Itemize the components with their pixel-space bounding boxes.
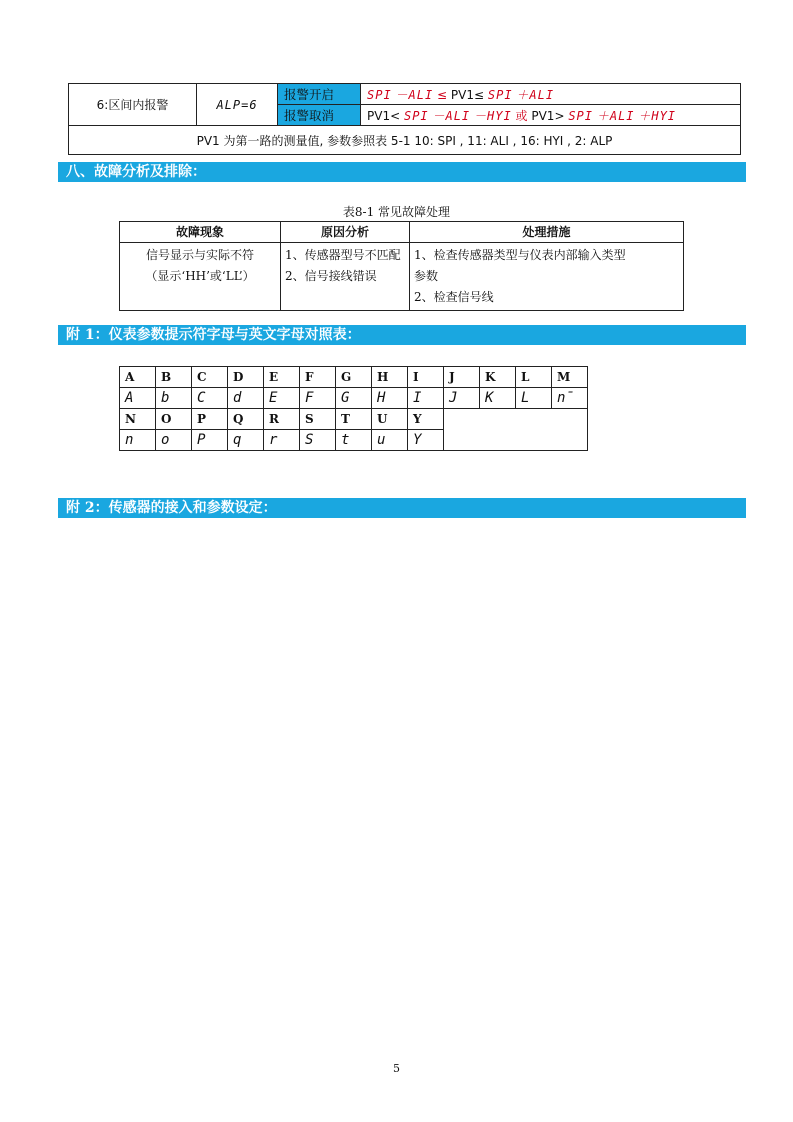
fault-header-cause: 原因分析 [281, 222, 410, 243]
letter-en: S [300, 409, 336, 430]
letter-seg: G [336, 388, 372, 409]
letter-en: K [480, 367, 516, 388]
letter-en: U [372, 409, 408, 430]
letter-seg: F [300, 388, 336, 409]
letter-en: F [300, 367, 336, 388]
letter-en: D [228, 367, 264, 388]
letter-table-empty [444, 409, 588, 451]
letter-row-en-1 [120, 367, 588, 388]
fault-table-caption: 表8-1 常见故障处理 [342, 205, 451, 219]
letter-en: M [552, 367, 588, 388]
letter-en: C [192, 367, 228, 388]
alarm-note: PV1 为第一路的测量值, 参数参照表 5-1 10: SPI , 11: ALI , 16: HYI , 2: ALP [69, 126, 741, 155]
letter-seg: b [156, 388, 192, 409]
alarm-on-label: 报警开启 [278, 84, 361, 105]
letter-en: O [156, 409, 192, 430]
letter-en: I [408, 367, 444, 388]
letter-seg: t [336, 430, 372, 451]
letter-seg: P [192, 430, 228, 451]
section-header-appendix2: 附 2：传感器的接入和参数设定： [58, 498, 746, 518]
letter-seg: J [444, 388, 480, 409]
letter-seg: K [480, 388, 516, 409]
section-header-appendix1: 附 1：仪表参数提示符字母与英文字母对照表： [58, 325, 746, 345]
letter-seg: E [264, 388, 300, 409]
fault-header-action: 处理措施 [410, 222, 684, 243]
letter-en: J [444, 367, 480, 388]
letter-row-en-2 [120, 409, 588, 430]
letter-en: Y [408, 409, 444, 430]
letter-seg: S [300, 430, 336, 451]
letter-seg: A [120, 388, 156, 409]
letter-mapping-table [119, 366, 588, 451]
letter-seg: C [192, 388, 228, 409]
letter-seg: u [372, 430, 408, 451]
letter-en: B [156, 367, 192, 388]
letter-row-seg-1 [120, 388, 588, 409]
letter-seg: n [120, 430, 156, 451]
alarm-mode-table [68, 83, 741, 155]
alarm-mode-label: 6:区间内报警 [69, 84, 197, 126]
fault-action-cell: 1、检查传感器类型与仪表内部输入类型 参数 2、检查信号线 [410, 243, 684, 311]
fault-table [119, 221, 684, 311]
letter-en: E [264, 367, 300, 388]
fault-symptom-cell: 信号显示与实际不符 （显示‘HH’或‘LL’） [120, 243, 281, 311]
fault-cause-cell: 1、传感器型号不匹配 2、信号接线错误 [281, 243, 410, 311]
letter-seg: I [408, 388, 444, 409]
letter-en: A [120, 367, 156, 388]
table-row [120, 243, 684, 311]
letter-seg: r [264, 430, 300, 451]
letter-en: G [336, 367, 372, 388]
letter-en: R [264, 409, 300, 430]
page-number: 5 [393, 1062, 400, 1075]
letter-seg: H [372, 388, 408, 409]
letter-seg: d [228, 388, 264, 409]
letter-en: Q [228, 409, 264, 430]
section-header-fault: 八、故障分析及排除： [58, 162, 746, 182]
letter-en: H [372, 367, 408, 388]
letter-seg: n̄ [552, 388, 588, 409]
letter-en: T [336, 409, 372, 430]
letter-en: N [120, 409, 156, 430]
letter-seg: q [228, 430, 264, 451]
alarm-on-expression: SPI －ALI ≤ PV1≤ SPI ＋ALI [361, 84, 741, 105]
fault-header-symptom: 故障现象 [120, 222, 281, 243]
letter-en: L [516, 367, 552, 388]
letter-seg: o [156, 430, 192, 451]
alarm-off-expression: PV1< SPI －ALI －HYI 或 PV1> SPI ＋ALI ＋HYI [361, 105, 741, 126]
alarm-off-label: 报警取消 [278, 105, 361, 126]
alp-value: ALP=6 [197, 84, 278, 126]
letter-en: P [192, 409, 228, 430]
letter-seg: L [516, 388, 552, 409]
letter-seg: Y [408, 430, 444, 451]
